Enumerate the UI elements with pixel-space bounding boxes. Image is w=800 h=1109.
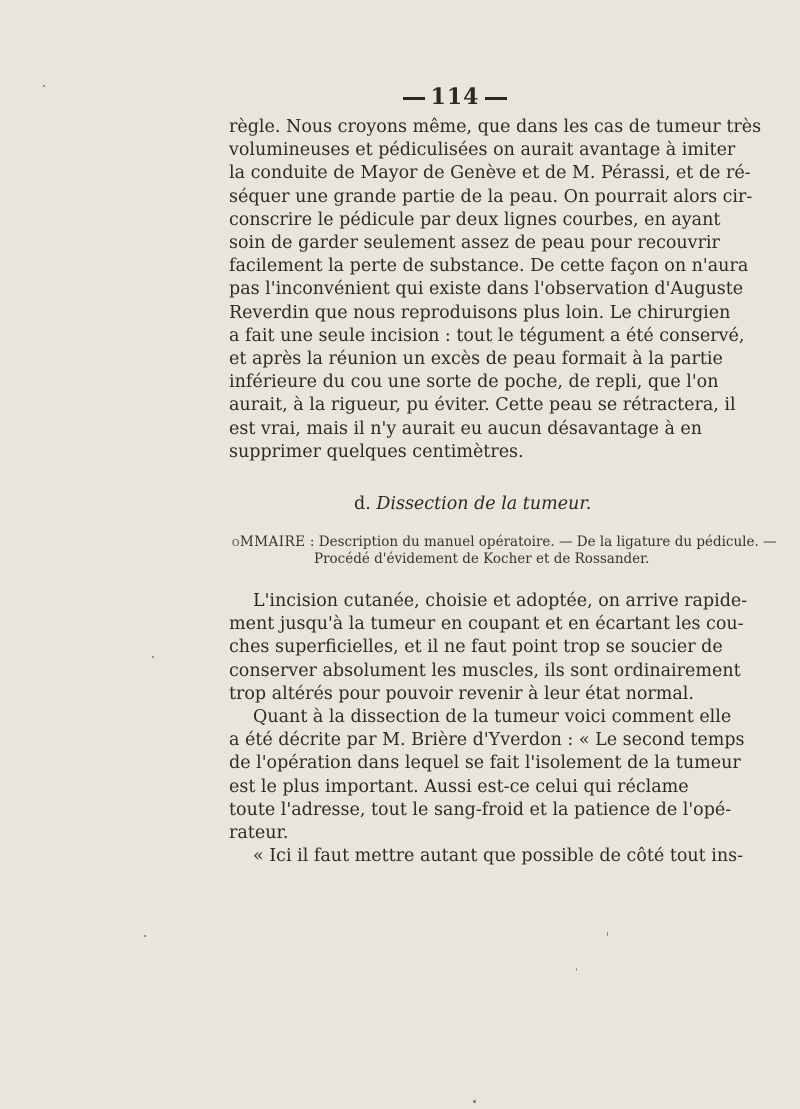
text-line: règle. Nous croyons même, que dans les cas de tumeur très (229, 117, 762, 137)
section-letter: d. (354, 494, 371, 514)
section-heading (354, 494, 591, 514)
text-line: conserver absolument les muscles, ils sont ordinairement (229, 660, 741, 681)
section-summary (232, 534, 777, 568)
text-line: est vrai, mais il n'y aurait eu aucun désavantage à en (229, 418, 703, 439)
paper-speck (43, 85, 45, 87)
paper-speck (144, 935, 146, 937)
paragraph-1 (229, 116, 762, 464)
text-line: conscrire le pédicule par deux lignes courbes, en ayant (229, 209, 721, 230)
text-line: ment jusqu'à la tumeur en coupant et en écartant les cou- (229, 614, 744, 635)
text-line: « Ici il faut mettre autant que possible de côté tout ins- (253, 846, 744, 867)
summary-line-2: Procédé d'évidement de Kocher et de Rossander. (314, 551, 650, 567)
paragraph-4 (229, 845, 744, 868)
text-line: pas l'inconvénient qui existe dans l'observation d'Auguste (229, 279, 744, 300)
text-line: Quant à la dissection de la tumeur voici comment elle (253, 707, 732, 728)
text-line: a fait une seule incision : tout le tégument a été conservé, (229, 325, 745, 346)
text-line: a été décrite par M. Brière d'Yverdon : « Le second temps (229, 730, 745, 751)
text-line: est le plus important. Aussi est-ce celui qui réclame (229, 776, 689, 797)
summary-label: oMMAIRE (232, 534, 306, 550)
text-line: toute l'adresse, tout le sang-froid et la patience de l'opé- (229, 799, 732, 820)
paper-speck (576, 968, 577, 971)
section-title: Dissection de la tumeur. (376, 494, 592, 514)
text-line: ches superficielles, et il ne faut point trop se soucier de (229, 637, 723, 658)
text-line: soin de garder seulement assez de peau pour recouvrir (229, 233, 720, 254)
text-line: volumineuses et pédiculisées on aurait avantage à imiter (229, 140, 736, 161)
paragraph-3 (229, 706, 745, 845)
text-line: facilement la perte de substance. De cette façon on n'aura (229, 256, 749, 277)
dash-left (403, 97, 425, 100)
text-line: Reverdin que nous reproduisons plus loin. Le chirurgien (229, 302, 731, 323)
paper-speck (152, 656, 154, 658)
body-text (229, 590, 748, 868)
text-line: inférieure du cou une sorte de poche, de repli, que l'on (229, 372, 719, 393)
text-line: séquer une grande partie de la peau. On pourrait alors cir- (229, 186, 753, 207)
summary-line-1 (232, 534, 777, 551)
text-line: trop altérés pour pouvoir revenir à leur état normal. (229, 683, 694, 704)
text-line: rateur. (229, 823, 289, 844)
text-line: aurait, à la rigueur, pu éviter. Cette peau se rétractera, il (229, 395, 736, 416)
summary-text-1: : Description du manuel opératoire. — De la ligature du pédicule. — (305, 534, 777, 550)
paper-speck (473, 1100, 476, 1103)
text-line: et après la réunion un excès de peau formait à la partie (229, 349, 723, 370)
page-header (0, 84, 800, 110)
paper-speck (607, 932, 608, 936)
page-number: 114 (430, 84, 480, 110)
text-line: de l'opération dans lequel se fait l'isolement de la tumeur (229, 753, 741, 774)
text-line: la conduite de Mayor de Genève et de M. Pérassi, et de ré- (229, 163, 751, 184)
text-line: L'incision cutanée, choisie et adoptée, on arrive rapide- (253, 591, 748, 611)
text-line: supprimer quelques centimètres. (229, 441, 524, 462)
paragraph-2 (229, 590, 748, 706)
dash-right (485, 97, 507, 100)
